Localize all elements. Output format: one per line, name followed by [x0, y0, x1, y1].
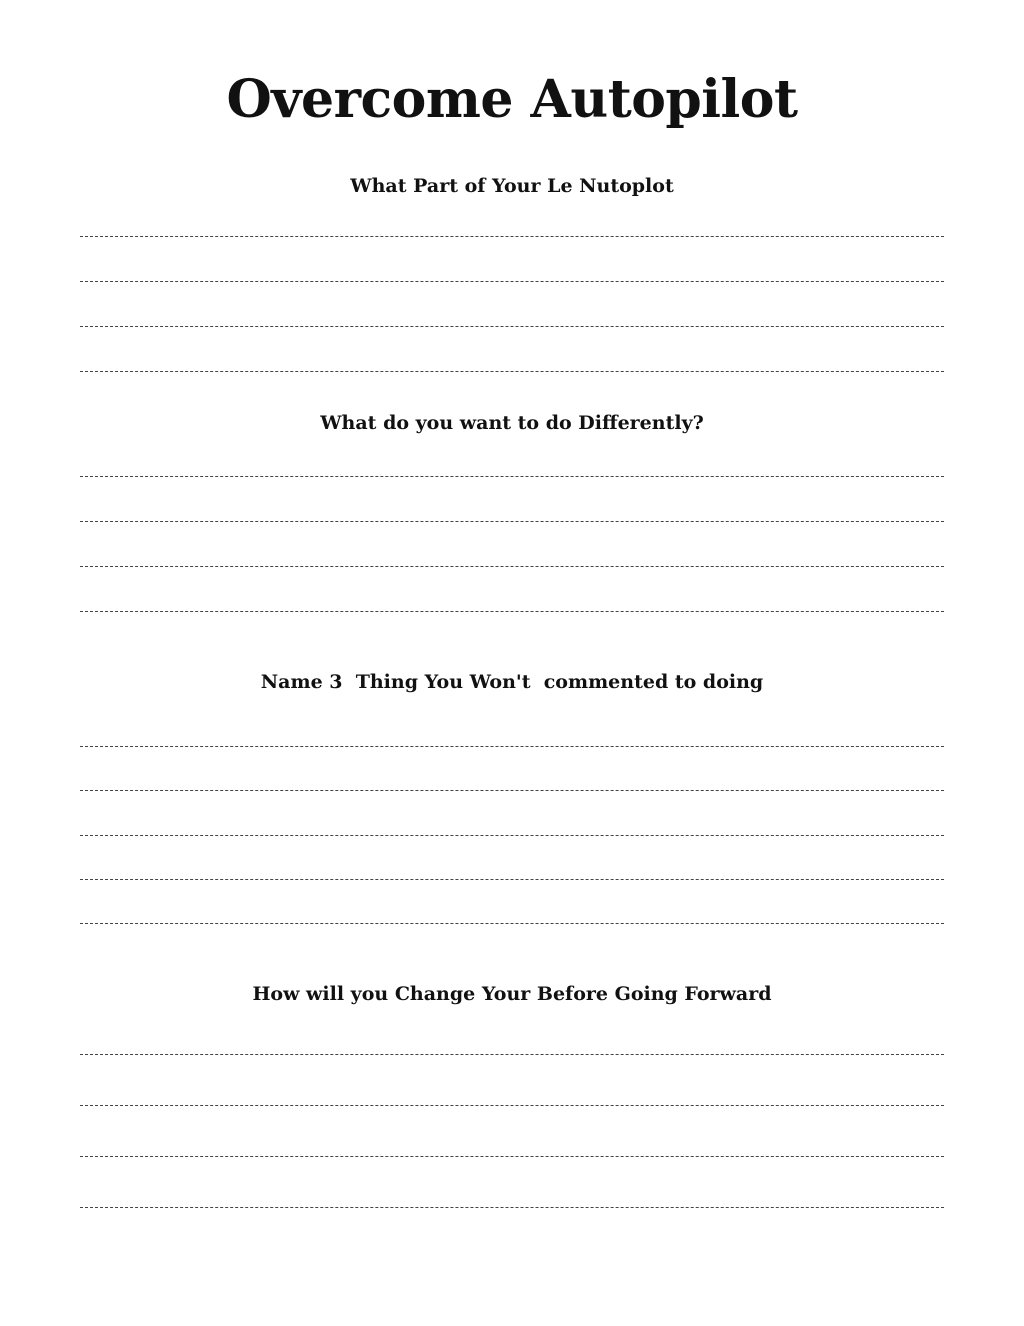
answer-line[interactable]: [80, 746, 944, 747]
section-prompt-4: How will you Change Your Before Going Forward: [252, 983, 772, 1005]
answer-line[interactable]: [80, 566, 944, 567]
answer-line[interactable]: [80, 611, 944, 612]
section-prompt-3: Name 3 Thing You Won't commented to doing: [260, 671, 764, 693]
answer-line[interactable]: [80, 1054, 944, 1055]
answer-line[interactable]: [80, 1207, 944, 1208]
answer-line[interactable]: [80, 879, 944, 880]
answer-line[interactable]: [80, 1156, 944, 1157]
page-title: Overcome Autopilot: [226, 69, 798, 130]
answer-line[interactable]: [80, 521, 944, 522]
section-prompt-2: What do you want to do Differently?: [320, 412, 704, 434]
answer-line[interactable]: [80, 923, 944, 924]
answer-line[interactable]: [80, 371, 944, 372]
answer-line[interactable]: [80, 326, 944, 327]
answer-line[interactable]: [80, 790, 944, 791]
answer-line[interactable]: [80, 281, 944, 282]
answer-line[interactable]: [80, 1105, 944, 1106]
answer-line[interactable]: [80, 236, 944, 237]
answer-line[interactable]: [80, 835, 944, 836]
section-prompt-1: What Part of Your Le Nutoplot: [350, 175, 674, 197]
answer-line[interactable]: [80, 476, 944, 477]
